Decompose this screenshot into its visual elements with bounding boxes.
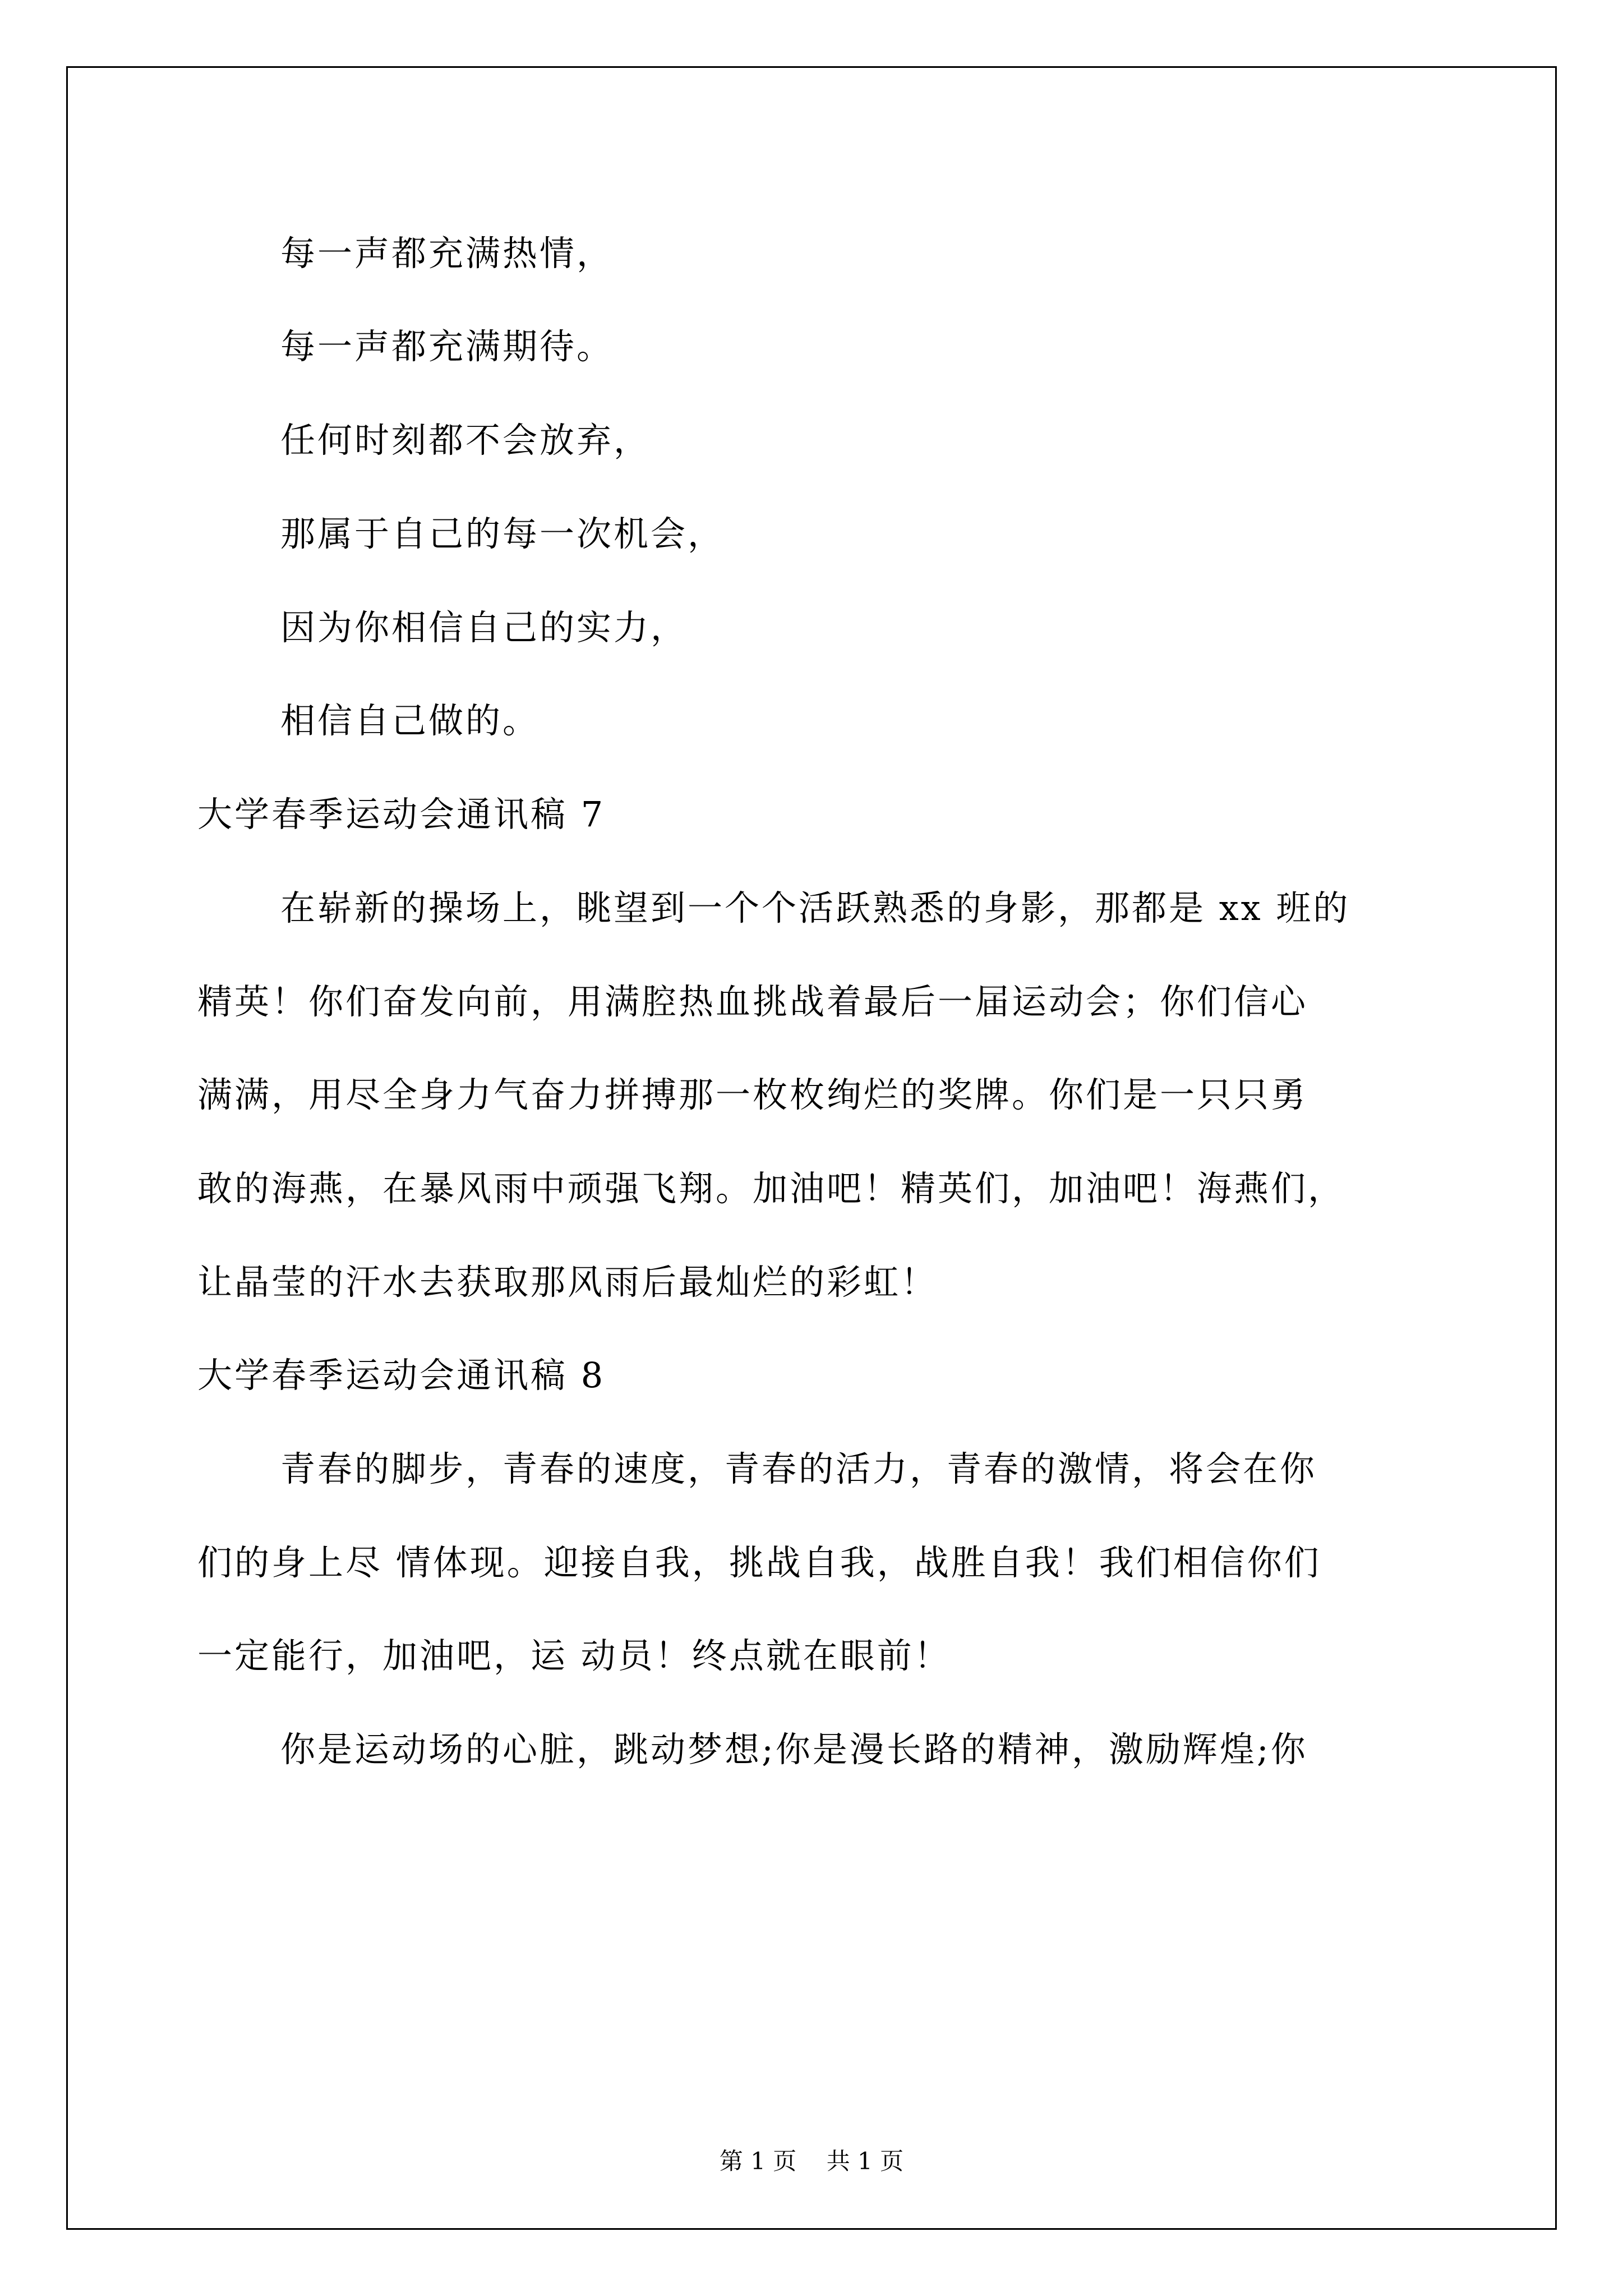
paragraph-line: 们的身上尽 情体现。迎接自我，挑战自我，战胜自我！我们相信你们 — [197, 1542, 1321, 1583]
paragraph-line: 你是运动场的心脏，跳动梦想;你是漫长路的精神，激励辉煌;你 — [280, 1729, 1308, 1770]
paragraph-line: 一定能行，加油吧，运 动员！终点就在眼前！ — [197, 1635, 951, 1676]
paragraph-line: 让晶莹的汗水去获取那风雨后最灿烂的彩虹！ — [197, 1262, 938, 1303]
paragraph-line: 精英！你们奋发向前，用满腔热血挑战着最后一届运动会；你们信心 — [197, 981, 1308, 1022]
poem-line-3: 任何时刻都不会放弃， — [280, 420, 651, 461]
poem-line-6: 相信自己做的。 — [280, 700, 540, 741]
paragraph-line: 青春的脚步，青春的速度，青春的活力，青春的激情，将会在你 — [280, 1448, 1317, 1489]
page-border — [66, 66, 1557, 2230]
paragraph-line: 在崭新的操场上，眺望到一个个活跃熟悉的身影，那都是 xx 班的 — [280, 887, 1350, 928]
poem-line-1: 每一声都充满热情， — [280, 233, 614, 274]
page-footer: 第 1 页 共 1 页 — [719, 2147, 904, 2175]
paragraph-line: 满满，用尽全身力气奋力拼搏那一枚枚绚烂的奖牌。你们是一只只勇 — [197, 1074, 1308, 1115]
section-heading-8: 大学春季运动会通讯稿 8 — [197, 1355, 606, 1396]
poem-line-5: 因为你相信自己的实力， — [280, 607, 688, 648]
poem-line-2: 每一声都充满期待。 — [280, 326, 614, 367]
section-heading-7: 大学春季运动会通讯稿 7 — [197, 794, 606, 835]
paragraph-line: 敢的海燕，在暴风雨中顽强飞翔。加油吧！精英们，加油吧！海燕们， — [197, 1168, 1345, 1209]
poem-line-4: 那属于自己的每一次机会， — [280, 513, 725, 554]
